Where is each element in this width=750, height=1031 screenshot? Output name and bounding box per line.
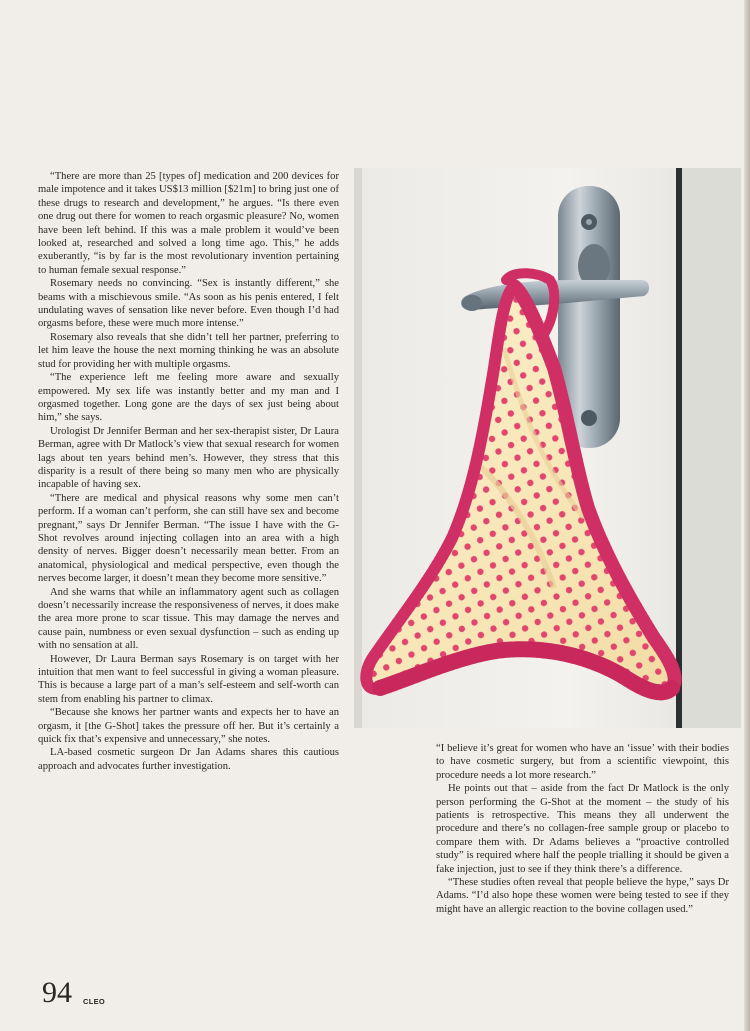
paragraph: And she warns that while an inflammatory agent such as collagen doesn’t necessarily increase the responsiveness of nerves, it does make the area more prone to scar tissue. This may damage the nerves and cause pain, numbness or even sexual dysfunction – such as ending up with no sensation at all. <box>38 586 339 652</box>
right-column <box>436 742 729 916</box>
paragraph: “The experience left me feeling more aware and sexually empowered. My sex life was instantly better and my man and I orgasmed together. Long gone are the days of sex just being about him,” she says. <box>38 372 339 424</box>
paragraph: Rosemary also reveals that she didn’t tell her partner, preferring to let him leave the house the next morning thinking he was an absolute stud for providing her with multiple orgasms. <box>38 331 339 370</box>
photo-underwear-on-door-handle <box>354 168 741 728</box>
paragraph: “These studies often reveal that people believe the hype,” says Dr Adams. “I’d also hope these women were being tested to see if they might have an allergic reaction to the bovine collagen used.” <box>436 877 729 915</box>
paragraph: LA-based cosmetic surgeon Dr Jan Adams shares this cautious approach and advocates further investigation. <box>38 747 339 772</box>
magazine-brand: CLEO <box>83 997 106 1006</box>
paragraph: Urologist Dr Jennifer Berman and her sex-therapist sister, Dr Laura Berman, agree with Dr Matlock’s view that sexual research for women lags about ten years behind men’s. However, they stress that this disparity is a result of there being so many men who are physically incapable of having sex. <box>38 425 339 491</box>
paragraph: “There are medical and physical reasons why some men can’t perform. If a woman can’t perform, she can still have sex and become pregnant,” says Dr Jennifer Berman. “The issue I have with the G-Shot revolves around injecting collagen into an area with a high density of nerves. Bigger doesn’t necessarily mean better. From an anatomical, physiological and medical perspective, even though the nerves become larger, it doesn’t mean they become more sensitive.” <box>38 492 339 585</box>
paragraph: “There are more than 25 [types of] medication and 200 devices for male impotence and it takes US$13 million [$21m] to bring just one of these drugs to research and development,” he argues. “Is there even one drug out there for women to reach orgasmic pleasure? No, women have been left behind. If this was a male problem it would’ve been looked at, researched and solved a long time ago. This,” he adds exuberantly, “is by far is the most revolutionary invention pertaining to human female sexual response.” <box>38 171 339 276</box>
paragraph: “I believe it’s great for women who have an ‘issue’ with their bodies to have cosmetic surgery, but from a scientific viewpoint, this procedure needs a lot more research.” <box>436 743 729 781</box>
paragraph: Rosemary needs no convincing. “Sex is instantly different,” she beams with a mischievous smile. “As soon as his penis entered, I felt undulating waves of sensation like never before. Even though I’d had orgasms before, these were much more intense.” <box>38 278 339 330</box>
page-edge-shadow <box>744 0 750 1031</box>
page-number: 94 <box>42 976 72 1009</box>
paragraph: He points out that – aside from the fact Dr Matlock is the only person performing the G-Shot at the moment – the study of his patients is retrospective. This means they all underwent the procedure and there’s no collagen-free sample group or placebo to compare them with. Dr Adams believes a “proactive controlled study” is required where half the people trialling it should be given a fake injection, just to see if they think there’s a difference. <box>436 783 729 875</box>
paragraph: However, Dr Laura Berman says Rosemary is on target with her intuition that men want to feel successful in giving a woman pleasure. This is because a large part of a man’s self-esteem and self-worth can stem from enabling his partner to climax. <box>38 653 339 705</box>
paragraph: “Because she knows her partner wants and expects her to have an orgasm, it [the G-Shot] takes the pressure off her. But it’s certainly a quick fix that’s expensive and unnecessary,” she notes. <box>38 707 339 746</box>
left-column <box>38 170 339 773</box>
